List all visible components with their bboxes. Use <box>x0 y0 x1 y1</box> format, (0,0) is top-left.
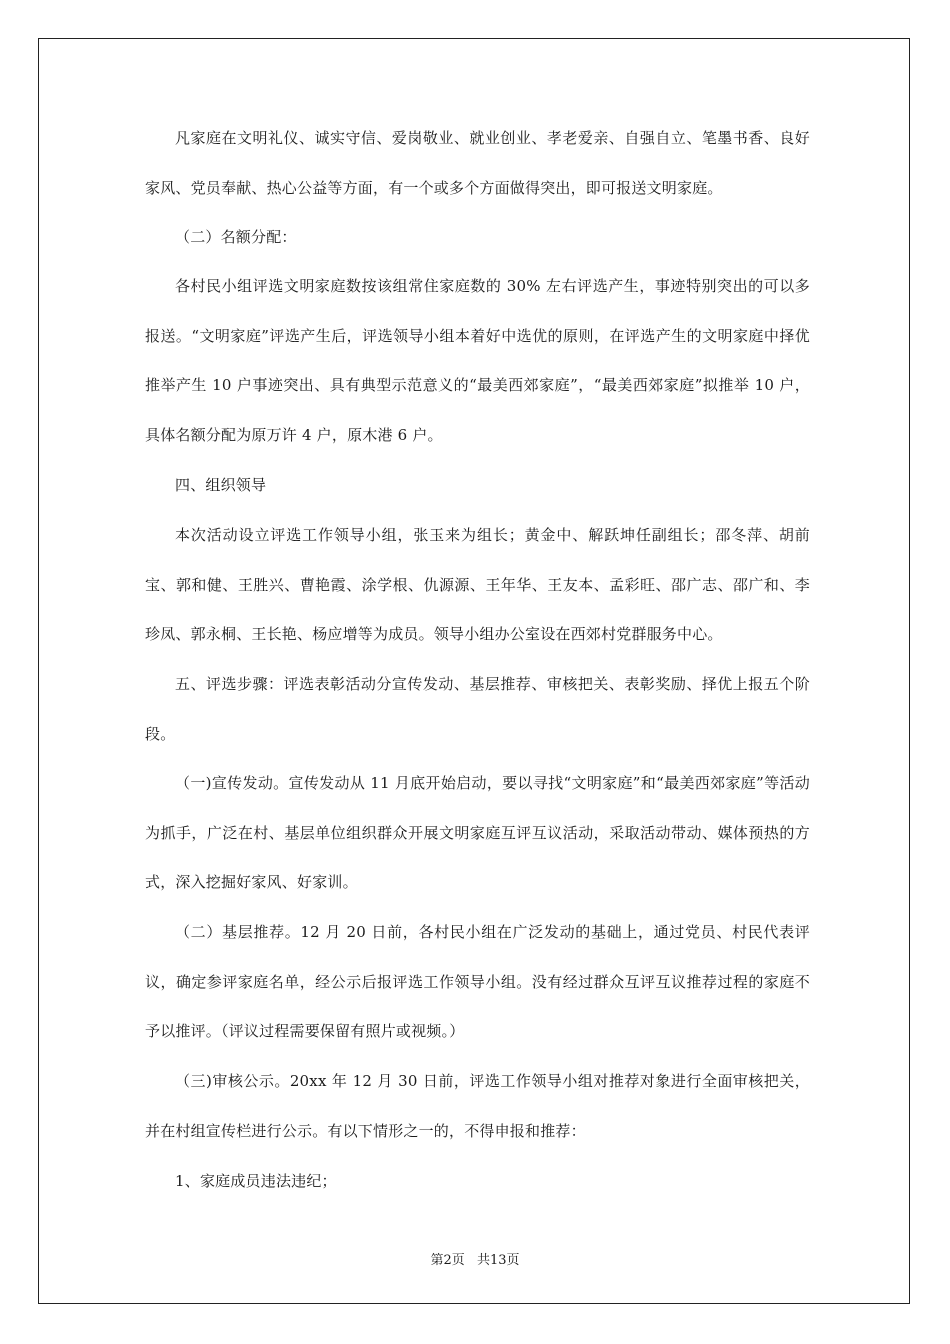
page-footer <box>0 1249 950 1268</box>
paragraph-selection-steps: 五、评选步骤：评选表彰活动分宣传发动、基层推荐、审核把关、表彰奖励、择优上报五个阶段。 <box>145 675 810 743</box>
heading-organization-leadership: 四、组织领导 <box>175 476 267 494</box>
page-total: 共13页 <box>476 1253 520 1268</box>
paragraph-civilized-family-criteria: 凡家庭在文明礼仪、诚实守信、爱岗敬业、就业创业、孝老爱亲、自强自立、笔墨书香、良好家风、党员奉献、热心公益等方面，有一个或多个方面做得突出，即可报送文明家庭。 <box>145 129 810 197</box>
paragraph-step-publicity: （一)宣传发动。宣传发动从 11 月底开始启动，要以寻找“文明家庭”和“最美西郊家庭”等活动为抓手，广泛在村、基层单位组织群众开展文明家庭互评互议活动，采取活动带动、媒体预热的方式，深入挖掘好家风、好家训。 <box>145 774 810 891</box>
paragraph-step-review-publicity: （三)审核公示。20xx 年 12 月 30 日前，评选工作领导小组对推荐对象进行全面审核把关，并在村组宣传栏进行公示。有以下情形之一的，不得申报和推荐： <box>145 1072 810 1140</box>
paragraph-step-grassroots-recommendation: （二）基层推荐。12 月 20 日前，各村民小组在广泛发动的基础上，通过党员、村民代表评议，确定参评家庭名单，经公示后报评选工作领导小组。没有经过群众互评互议推荐过程的家庭不予以推评。（评议过程需要保留有照片或视频。） <box>145 923 810 1040</box>
paragraph-leadership-group: 本次活动设立评选工作领导小组，张玉来为组长；黄金中、解跃坤任副组长；邵冬萍、胡前宝、郭和健、王胜兴、曹艳霞、涂学根、仇源源、王年华、王友本、孟彩旺、邵广志、邵广和、李珍凤、郭永桐、王长艳、杨应增等为成员。领导小组办公室设在西郊村党群服务中心。 <box>145 526 810 643</box>
heading-quota-allocation: （二）名额分配： <box>175 228 297 246</box>
page-number: 第2页 <box>430 1253 465 1268</box>
list-item-violation: 1、家庭成员违法违纪； <box>175 1172 337 1190</box>
paragraph-quota-details: 各村民小组评选文明家庭数按该组常住家庭数的 30% 左右评选产生，事迹特别突出的可以多报送。“文明家庭”评选产生后，评选领导小组本着好中选优的原则，在评选产生的文明家庭中择优推举产生 10 户事迹突出、具有典型示范意义的“最美西郊家庭”，“最美西郊家庭”拟推举 10 户，具体名额分配为原万许 4 户，原木港 6 户。 <box>145 277 810 444</box>
